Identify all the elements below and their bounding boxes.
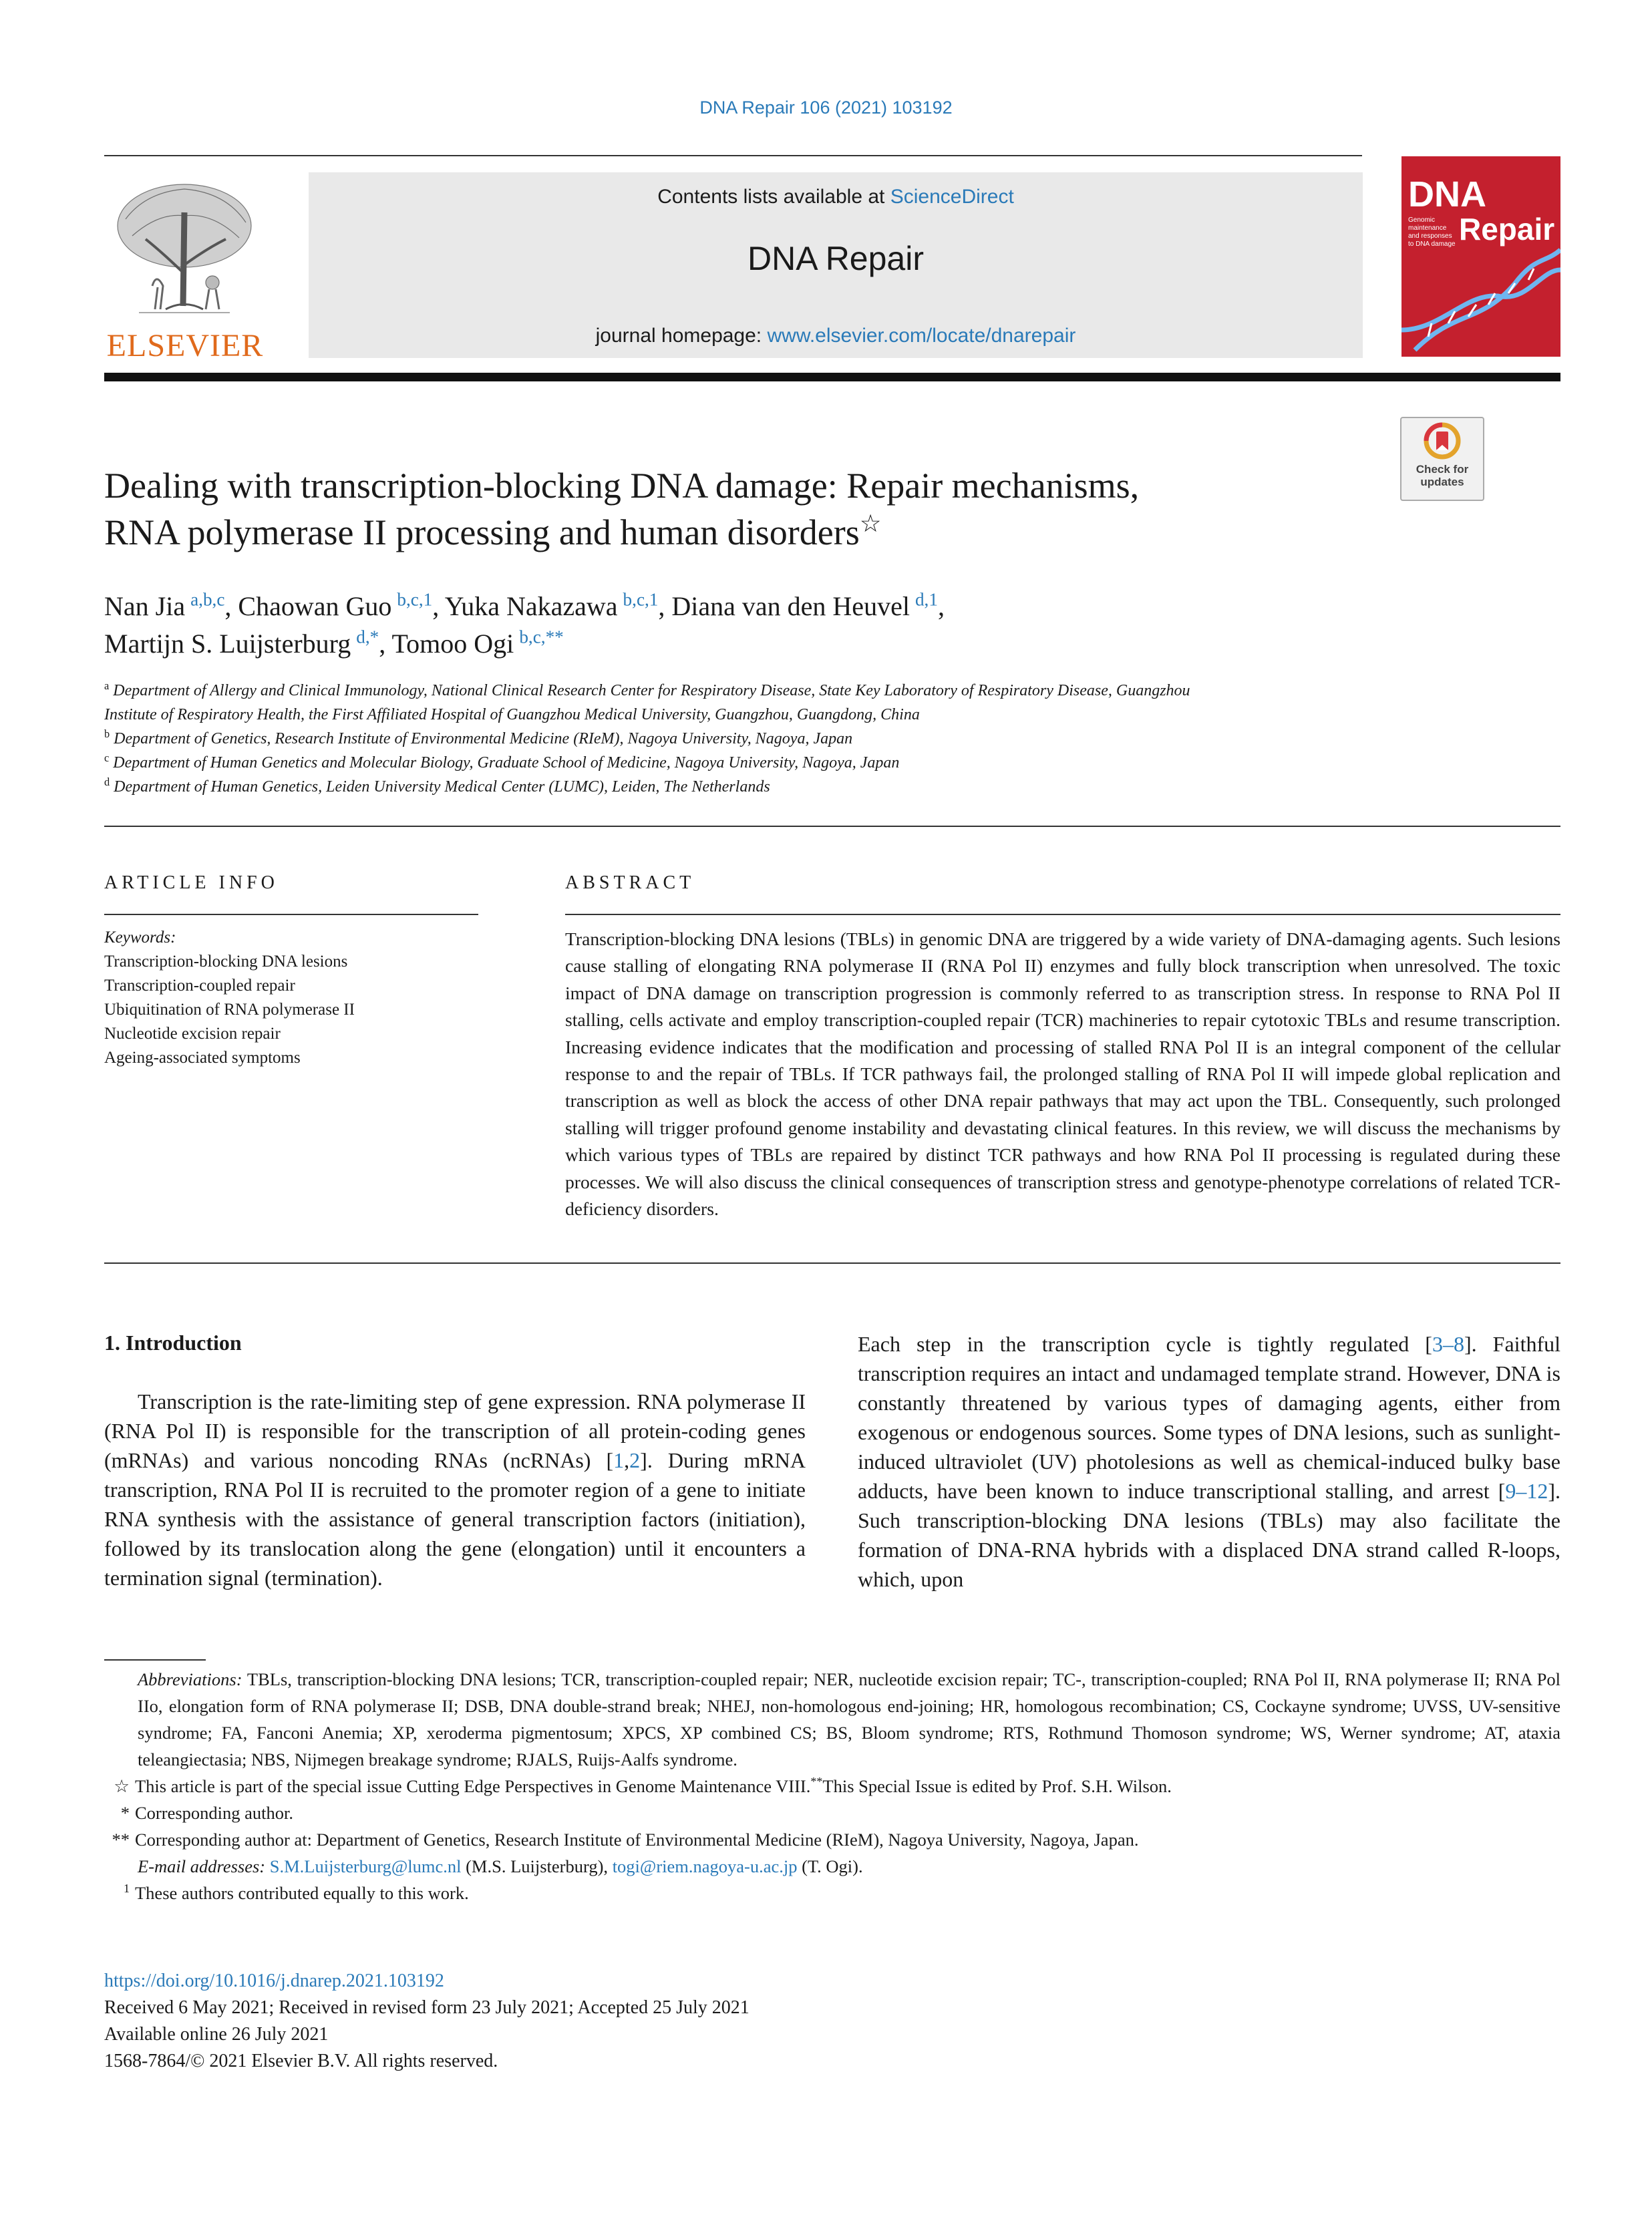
- abbreviations-label: Abbreviations:: [138, 1669, 242, 1689]
- citation-separator: ,: [624, 1448, 630, 1472]
- author-list: [104, 588, 1387, 663]
- footnote-text: This article is part of the special issue Cutting Edge Perspectives in Genome Maintenance VIII.: [135, 1776, 811, 1796]
- intro-text: Transcription is the rate-limiting step of gene expression. RNA polymerase II (RNA Pol II) is responsible for the transcription of all protein-coding genes (mRNAs) and various noncoding RNAs (ncRNAs) [: [104, 1389, 806, 1472]
- affiliation-key: b: [104, 727, 110, 740]
- citation-link[interactable]: 9–12: [1505, 1479, 1548, 1503]
- contents-prefix: Contents lists available at: [657, 186, 890, 208]
- sciencedirect-link[interactable]: ScienceDirect: [890, 186, 1014, 208]
- keyword-item: Transcription-coupled repair: [104, 977, 295, 995]
- title-star-icon[interactable]: ☆: [859, 510, 882, 537]
- affiliation-c: [104, 751, 1560, 775]
- check-for-updates-button[interactable]: [1400, 417, 1484, 501]
- abstract-end-rule: [104, 1262, 1560, 1264]
- affiliation-text: Department of Human Genetics, Leiden University Medical Center (LUMC), Leiden, The Netherlands: [114, 778, 770, 796]
- affiliation-text: Department of Genetics, Research Institute of Environmental Medicine (RIeM), Nagoya University, Nagoya, Japan: [114, 730, 853, 747]
- cover-tagline: [1408, 216, 1456, 248]
- journal-homepage-link[interactable]: www.elsevier.com/locate/dnarepair: [767, 325, 1076, 347]
- journal-name: DNA Repair: [748, 240, 924, 277]
- affiliation-key: d: [104, 776, 110, 788]
- section-heading-introduction: 1. Introduction: [104, 1331, 242, 1355]
- check-updates-label-2: updates: [1420, 476, 1464, 488]
- intro-paragraph: [104, 1387, 806, 1592]
- check-updates-label-1: Check for: [1416, 463, 1469, 476]
- author-affiliation-ref[interactable]: d,*: [356, 627, 379, 647]
- footnote-text: This Special Issue is edited by Prof. S.H. Wilson.: [822, 1776, 1172, 1796]
- keywords-label: Keywords:: [104, 928, 176, 947]
- abstract-heading: ABSTRACT: [565, 872, 695, 893]
- keyword-item: Ageing-associated symptoms: [104, 1049, 301, 1067]
- affiliation-a-cont: Institute of Respiratory Health, the First Affiliated Hospital of Guangzhou Medical University, Guangzhou, Guangdong, China: [104, 706, 920, 723]
- cover-tagline-2: maintenance: [1408, 224, 1447, 232]
- affiliation-key: a: [104, 679, 110, 692]
- keywords-list: [104, 926, 505, 1070]
- author-name: Yuka Nakazawa: [444, 591, 618, 621]
- abstract-rule: [565, 914, 1560, 915]
- footnote-text: Corresponding author at: Department of Genetics, Research Institute of Environmental Medicine (RIeM), Nagoya University, Nagoya, Japan.: [135, 1830, 1139, 1850]
- author-line-2: [104, 625, 1387, 663]
- author-separator: ,: [432, 591, 445, 621]
- cover-tagline-3: and responses: [1408, 232, 1452, 240]
- affiliation-a: [104, 679, 1560, 703]
- author-affiliation-ref[interactable]: b,c,1: [397, 589, 433, 610]
- affiliation-b: [104, 727, 1560, 751]
- body-column-right: [858, 1329, 1560, 1594]
- footnote-abbreviations: [104, 1666, 1560, 1773]
- received-dates: Received 6 May 2021; Received in revised form 23 July 2021; Accepted 25 July 2021: [104, 1997, 750, 2018]
- footnote-equal-contribution: [104, 1880, 1560, 1906]
- author-affiliation-ref[interactable]: b,c,**: [519, 627, 564, 647]
- footnote-corresponding-1: [104, 1800, 1560, 1826]
- author-affiliation-ref[interactable]: d,1: [915, 589, 938, 610]
- cover-title-repair: Repair: [1459, 212, 1555, 246]
- article-title: [104, 462, 1373, 556]
- abbreviations-text: TBLs, transcription-blocking DNA lesions; TCR, transcription-coupled repair; NER, nucleotide excision repair; TC-, transcription-coupled; RNA Pol II, RNA polymerase II; RNA Pol IIo, elongation form of RNA polymerase II; DSB, DNA double-strand break; NHEJ, non-homologous end-joining; HR, homologous recombination; CS, Cockayne syndrome; UVSS, UV-sensitive syndrome; FA, Fanconi Anemia; XP, xeroderma pigmentosum; XPCS, XP combined CS; BS, Bloom syndrome; RTS, Rothmund Thomoson syndrome; WS, Werner syndrome; AT, ataxia teleangiectasia; NBS, Nijmegen breakage syndrome; RJALS, Ruijs-Aalfs syndrome.: [138, 1669, 1560, 1769]
- footnote-special-issue: [104, 1773, 1560, 1800]
- homepage-prefix: journal homepage:: [595, 325, 768, 347]
- cover-tagline-4: to DNA damage: [1408, 240, 1456, 248]
- check-updates-icon: [1424, 422, 1461, 460]
- affiliation-key: c: [104, 751, 110, 764]
- email-owner: (T. Ogi).: [797, 1856, 863, 1876]
- footnote-emails: [104, 1853, 1560, 1880]
- article-info-rule: [104, 914, 478, 915]
- footnote-star-icon: ☆: [114, 1776, 130, 1796]
- email-link-ogi[interactable]: togi@riem.nagoya-u.ac.jp: [612, 1856, 798, 1876]
- intro-paragraph-cont: [858, 1329, 1560, 1594]
- footnote-rule: [104, 1659, 206, 1661]
- elsevier-wordmark: ELSEVIER: [106, 328, 264, 363]
- title-line-2-text: RNA polymerase II processing and human disorders: [104, 512, 860, 552]
- author-affiliation-ref[interactable]: a,b,c: [190, 589, 225, 610]
- author-separator: ,: [937, 591, 945, 621]
- author-name: Chaowan Guo: [238, 591, 392, 621]
- available-online: Available online 26 July 2021: [104, 2024, 329, 2045]
- author-name: Nan Jia: [104, 591, 186, 621]
- keyword-item: Nucleotide excision repair: [104, 1025, 281, 1043]
- cover-tagline-1: Genomic: [1408, 216, 1436, 224]
- header-top-rule: [104, 155, 1362, 156]
- author-affiliation-ref[interactable]: b,c,1: [623, 589, 659, 610]
- journal-cover-image[interactable]: [1401, 156, 1560, 357]
- author-separator: ,: [224, 591, 238, 621]
- author-separator: ,: [658, 591, 672, 621]
- intro-text: ]. During mRNA transcription, RNA Pol II is recruited to the promoter region of a gene to initiate RNA synthesis with the assistance of general transcription factors (initiation), followed by its translocation along the gene (elongation) until it encounters a termination signal (termination).: [104, 1448, 806, 1590]
- abstract-text: Transcription-blocking DNA lesions (TBLs) in genomic DNA are triggered by a wide variety of DNA-damaging agents. Such lesions cause stalling of elongating RNA polymerase II (RNA Pol II) enzymes and fully block transcription when unresolved. The toxic impact of DNA damage on transcription progression is commonly referred to as transcription stress. In response to RNA Pol II stalling, cells activate and employ transcription-coupled repair (TCR) machineries to repair cytotoxic TBLs and resume transcription. Increasing evidence indicates that the modification and processing of stalled RNA Pol II is an integral component of the cellular response to and the repair of TBLs. If TCR pathways fail, the prolonged stalling of RNA Pol II will impede global replication and transcription as well as block the access of other DNA repair pathways that may act upon the TBL. Consequently, such prolonged stalling will trigger profound genome instability and devastating clinical features. In this review, we will discuss the mechanisms by which various types of TBLs are repaired by distinct TCR pathways and how RNA Pol II processing is regulated during these processes. We will also discuss the clinical consequences of transcription stress and genotype-phenotype correlations of related TCR-deficiency disorders.: [565, 928, 1560, 1220]
- author-name: Martijn S. Luijsterburg: [104, 629, 351, 659]
- intro-text: Each step in the transcription cycle is tightly regulated [: [858, 1332, 1432, 1356]
- copyright: 1568-7864/© 2021 Elsevier B.V. All rights reserved.: [104, 2051, 498, 2071]
- title-line-1: Dealing with transcription-blocking DNA damage: Repair mechanisms,: [104, 466, 1140, 506]
- author-name: Diana van den Heuvel: [671, 591, 910, 621]
- author-line-1: [104, 588, 1387, 625]
- publication-info: [104, 1968, 1039, 2075]
- body-column-left: [104, 1387, 806, 1592]
- affiliation-text: Department of Allergy and Clinical Immunology, National Clinical Research Center for Respiratory Disease, State Key Laboratory of Respiratory Disease, Guangzhou: [113, 682, 1190, 699]
- journal-citation-link[interactable]: DNA Repair 106 (2021) 103192: [699, 98, 953, 118]
- author-separator: ,: [379, 629, 392, 659]
- contents-line: [309, 186, 1363, 208]
- citation-link[interactable]: 2: [629, 1448, 641, 1472]
- title-line-2: [104, 509, 1373, 556]
- footnote-sup: **: [810, 1775, 823, 1789]
- footnote-mark: 1: [123, 1882, 130, 1896]
- footnote-text: Corresponding author.: [135, 1803, 293, 1823]
- homepage-line: [309, 325, 1363, 347]
- footnote-text: These authors contributed equally to this work.: [135, 1883, 469, 1903]
- affiliations: [104, 679, 1560, 799]
- keyword-item: Ubiquitination of RNA polymerase II: [104, 1001, 355, 1019]
- intro-text: ]. Faithful transcription requires an intact and undamaged template strand. However, DNA is constantly threatened by various types of damaging agents, either from exogenous or endogenous sources. Some types of DNA lesions, such as sunlight-induced ultraviolet (UV) photolesions as well as chemical-induced bulky base adducts, have been known to induce transcriptional stalling, and arrest [: [858, 1332, 1561, 1503]
- footnotes: [104, 1666, 1560, 1906]
- author-name: Tomoo Ogi: [391, 629, 514, 659]
- header-thick-rule: [104, 373, 1560, 381]
- affiliation-d: [104, 775, 1560, 799]
- affiliation-text: Department of Human Genetics and Molecular Biology, Graduate School of Medicine, Nagoya University, Nagoya, Japan: [113, 754, 900, 772]
- email-link-luijsterburg[interactable]: S.M.Luijsterburg@lumc.nl: [269, 1856, 462, 1876]
- footnote-mark: *: [120, 1803, 130, 1823]
- citation-link[interactable]: 3–8: [1432, 1332, 1464, 1356]
- cover-title-dna: DNA: [1408, 174, 1486, 214]
- journal-header-box: [309, 172, 1363, 358]
- keyword-item: Transcription-blocking DNA lesions: [104, 953, 348, 971]
- affiliations-rule: [104, 826, 1560, 827]
- email-owner: (M.S. Luijsterburg),: [461, 1856, 613, 1876]
- footnote-corresponding-2: [104, 1826, 1560, 1853]
- citation-link[interactable]: 1: [613, 1448, 625, 1472]
- email-label: E-mail addresses:: [138, 1856, 266, 1876]
- footnote-mark: **: [112, 1830, 130, 1850]
- intro-text: ]. Such transcription-blocking DNA lesions (TBLs) may also facilitate the formation of DNA-RNA hybrids with a displaced DNA strand called R-loops, which, upon: [858, 1479, 1560, 1591]
- doi-link[interactable]: https://doi.org/10.1016/j.dnarep.2021.103192: [104, 1971, 444, 1991]
- article-info-heading: ARTICLE INFO: [104, 872, 279, 893]
